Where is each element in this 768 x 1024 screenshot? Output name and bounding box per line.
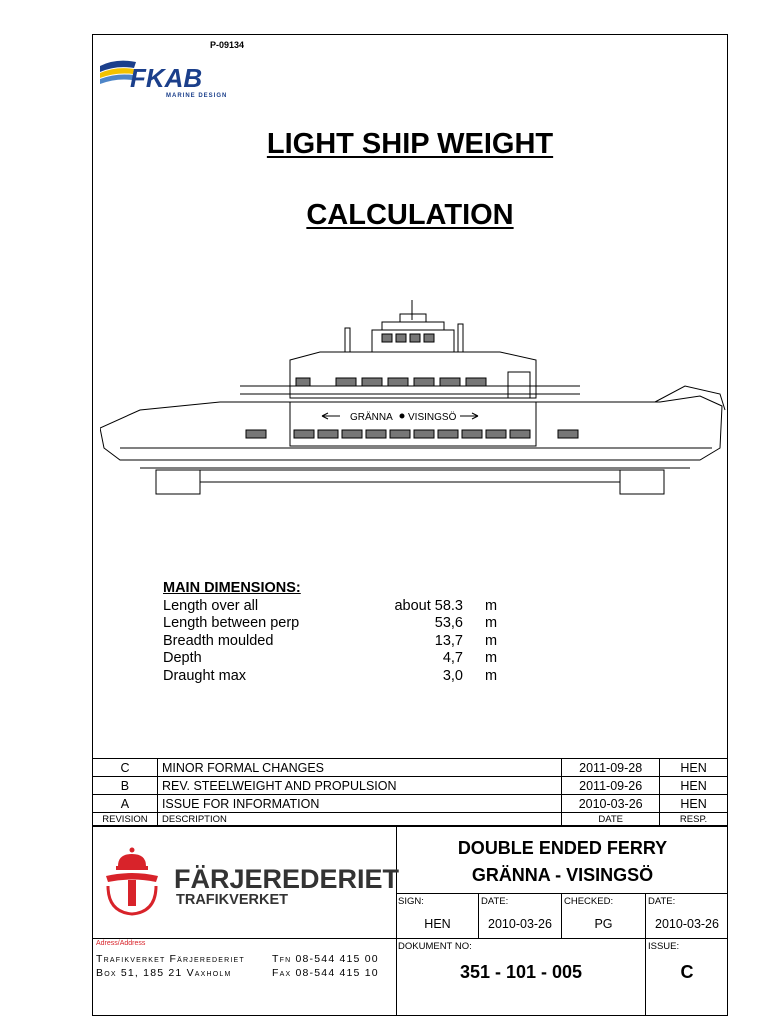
dimension-row: Length between perp 53,6 m <box>163 615 498 631</box>
revision-row: B REV. STEELWEIGHT AND PROPULSION 2011-09-26 HEN <box>93 777 728 795</box>
fkab-logo <box>96 56 246 100</box>
address-label: Adress/Address <box>96 940 146 947</box>
document-title-line2: CALCULATION <box>306 199 514 231</box>
divider <box>478 893 479 938</box>
svg-text:FKAB: FKAB <box>130 63 203 93</box>
sign-value: HEN <box>424 917 451 931</box>
divider <box>396 938 728 939</box>
checked-label: CHECKED: <box>564 896 614 907</box>
dimension-row: Depth 4,7 m <box>163 650 498 666</box>
address-fax: Fax 08-544 415 10 <box>272 967 379 979</box>
date2-value: 2010-03-26 <box>655 917 719 931</box>
date-label: DATE: <box>481 896 509 907</box>
date-value: 2010-03-26 <box>488 917 552 931</box>
revision-row: C MINOR FORMAL CHANGES 2011-09-28 HEN <box>93 759 728 777</box>
revision-row: A ISSUE FOR INFORMATION 2010-03-26 HEN <box>93 795 728 813</box>
main-dimensions-heading: MAIN DIMENSIONS: <box>163 580 301 596</box>
document-no-label: DOKUMENT NO: <box>398 941 472 952</box>
dimension-row: Length over all about 58.3 m <box>163 597 498 614</box>
revision-table <box>92 758 728 826</box>
checked-value: PG <box>594 917 613 931</box>
address-box: Box 51, 185 21 Vaxholm <box>96 967 232 979</box>
farjerederiet-emblem <box>100 846 164 918</box>
revision-table-header: REVISION DESCRIPTION DATE RESP. <box>93 813 728 826</box>
divider <box>645 893 646 1016</box>
address-name: Trafikverket Färjerederiet <box>96 953 245 965</box>
dimension-row: Breadth moulded 13,7 m <box>163 632 498 649</box>
document-reference: P-09134 <box>210 40 245 50</box>
issue-label: ISSUE: <box>648 941 680 952</box>
divider <box>396 893 728 894</box>
main-dimensions <box>163 580 503 685</box>
divider <box>561 893 562 938</box>
project-title-line1: DOUBLE ENDED FERRY <box>457 838 668 858</box>
org-subname: TRAFIKVERKET <box>176 892 288 908</box>
divider <box>92 938 396 939</box>
document-title-line1: LIGHT SHIP WEIGHT <box>266 128 554 160</box>
svg-text:VISINGSÖ: VISINGSÖ <box>408 412 457 423</box>
divider <box>92 826 728 827</box>
document-no-value: 351 - 101 - 005 <box>459 962 583 982</box>
address-phone: Tfn 08-544 415 00 <box>272 953 379 965</box>
sign-label: SIGN: <box>398 896 424 907</box>
svg-text:MARINE DESIGN: MARINE DESIGN <box>166 93 228 99</box>
dimension-row: Draught max 3,0 m <box>163 667 498 684</box>
issue-value: C <box>680 962 694 982</box>
svg-text:GRÄNNA: GRÄNNA <box>350 412 393 423</box>
date2-label: DATE: <box>648 896 676 907</box>
org-name: FÄRJEREDERIET <box>174 864 400 894</box>
project-title-line2: GRÄNNA - VISINGSÖ <box>471 865 654 885</box>
ferry-profile-drawing <box>100 298 728 502</box>
